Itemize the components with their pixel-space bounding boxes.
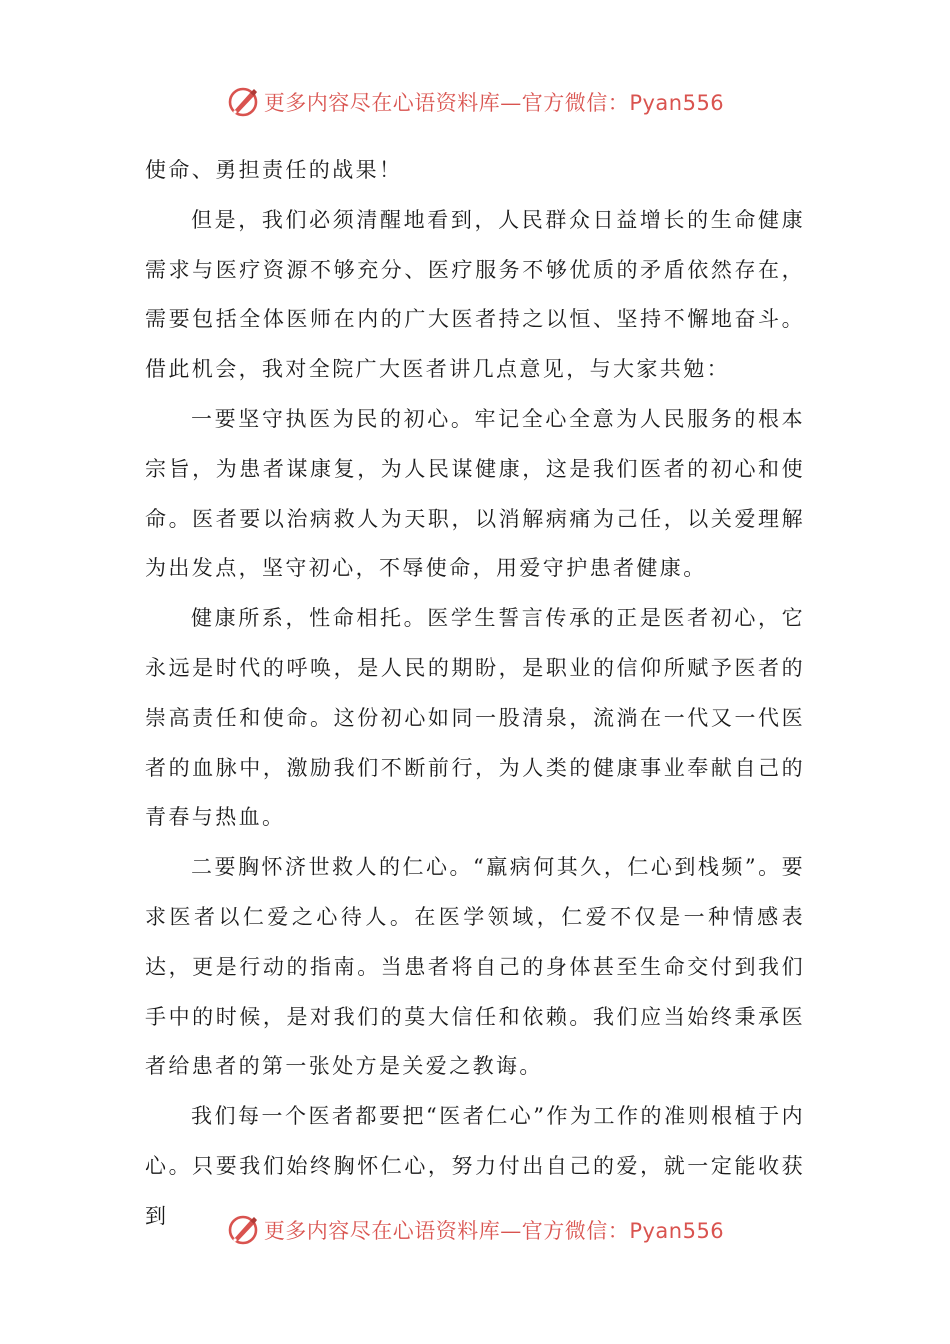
footer-banner-text: 更多内容尽在心语资料库—官方微信：Pyan556 (263, 1219, 725, 1243)
paragraph-4: 健康所系，性命相托。医学生誓言传承的正是医者初心，它永远是时代的呼唤，是人民的期盼，是职业的信仰所赋予医者的崇高责任和使命。这份初心如同一股清泉，流淌在一代又一代医者的血脉中，激励我们不断前行，为人类的健康事业奉献自己的青春与热血。 (145, 606, 805, 830)
paragraph-2: 但是，我们必须清醒地看到，人民群众日益增长的生命健康需求与医疗资源不够充分、医疗服务不够优质的矛盾依然存在，需要包括全体医师在内的广大医者持之以恒、坚持不懈地奋斗。借此机会，我对全院广大医者讲几点意见，与大家共勉： (145, 207, 805, 382)
paragraph-1: 使命、勇担责任的战果！ (145, 158, 403, 182)
document-body (145, 146, 805, 1242)
footer-banner (0, 1210, 950, 1250)
pen-circle-logo-icon (226, 85, 260, 119)
paragraph-3: 一要坚守执医为民的初心。牢记全心全意为人民服务的根本宗旨，为患者谋康复，为人民谋健康，这是我们医者的初心和使命。医者要以治病救人为天职，以消解病痛为己任，以关爱理解为出发点，坚守初心，不辱使命，用爱守护患者健康。 (145, 406, 805, 581)
footer-wechat-handle: Pyan556 (629, 1219, 725, 1243)
header-banner-text: 更多内容尽在心语资料库—官方微信：Pyan556 (263, 91, 725, 115)
header-banner (0, 82, 950, 122)
paragraph-6: 我们每一个医者都要把“医者仁心”作为工作的准则根植于内心。只要我们始终胸怀仁心，努力付出自己的爱，就一定能收获到 (145, 1104, 805, 1228)
pen-circle-logo-icon (226, 1213, 260, 1247)
paragraph-5: 二要胸怀济世救人的仁心。“羸病何其久，仁心到栈频”。要求医者以仁爱之心待人。在医学领域，仁爱不仅是一种情感表达，更是行动的指南。当患者将自己的身体甚至生命交付到我们手中的时候，是对我们的莫大信任和依赖。我们应当始终秉承医者给患者的第一张处方是关爱之教诲。 (145, 855, 805, 1079)
header-wechat-handle: Pyan556 (629, 91, 725, 115)
